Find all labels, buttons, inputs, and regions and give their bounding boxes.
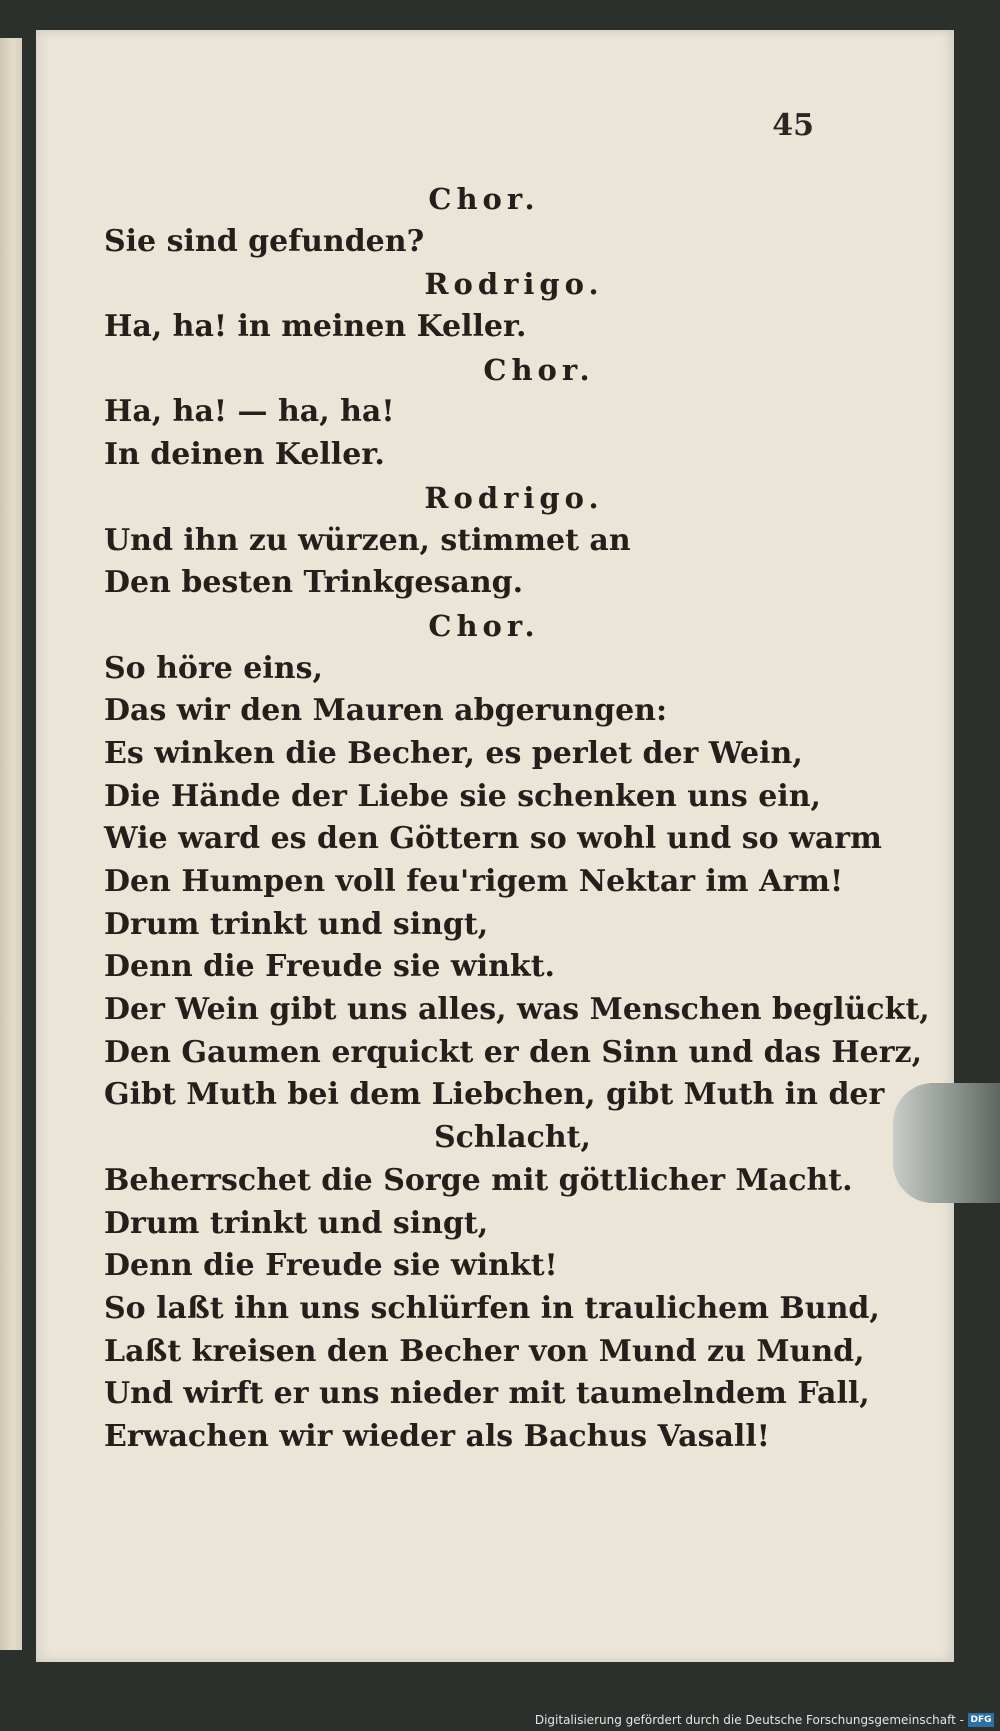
speaker-heading: Chor. (428, 182, 540, 216)
text-line: So höre eins, (104, 650, 323, 686)
text-line: So laßt ihn uns schlürfen in traulichem Bund, (104, 1290, 880, 1326)
speaker-heading: Rodrigo. (424, 480, 604, 515)
speaker-heading: Chor. (428, 608, 540, 643)
text-line: Drum trinkt und singt, (104, 1205, 489, 1241)
text-line: Der Wein gibt uns alles, was Menschen beglückt, (104, 992, 930, 1028)
text-line: Drum trinkt und singt, (104, 906, 489, 942)
text-line: Gibt Muth bei dem Liebchen, gibt Muth in der (104, 1077, 885, 1113)
text-line: Es winken die Becher, es perlet der Wein, (104, 735, 803, 771)
text-line: Denn die Freude sie winkt! (104, 1248, 558, 1284)
text-line: Ha, ha! in meinen Keller. (104, 309, 527, 345)
text-line: Denn die Freude sie winkt. (104, 949, 555, 985)
text-line: Schlacht, (434, 1120, 591, 1156)
text-line: Den besten Trinkgesang. (104, 565, 524, 601)
speaker-heading: Rodrigo. (424, 267, 604, 302)
text-line: Wie ward es den Göttern so wohl und so warm (104, 821, 882, 857)
text-block (104, 178, 930, 1459)
dfg-logo: DFG (968, 1713, 994, 1727)
text-line: Und wirft er uns nieder mit taumelndem Fall, (104, 1376, 870, 1412)
text-line: Und ihn zu würzen, stimmet an (104, 522, 631, 558)
text-line: Den Humpen voll feu'rigem Nektar im Arm! (104, 864, 844, 899)
digitization-credit: Digitalisierung gefördert durch die Deutsche Forschungsgemeinschaft - (534, 1713, 964, 1727)
text-line: Beherrschet die Sorge mit göttlicher Macht. (104, 1162, 853, 1198)
text-line: Den Gaumen erquickt er den Sinn und das Herz, (104, 1034, 923, 1070)
text-line: Erwachen wir wieder als Bachus Vasall! (104, 1418, 770, 1454)
page-number: 45 (772, 108, 814, 143)
book-page (36, 30, 954, 1662)
text-line: Das wir den Mauren abgerungen: (104, 693, 668, 729)
text-line: In deinen Keller. (104, 437, 385, 473)
page-clip (893, 1083, 1000, 1203)
text-line: Die Hände der Liebe sie schenken uns ein, (104, 778, 821, 814)
text-line: Laßt kreisen den Becher von Mund zu Mund, (104, 1333, 865, 1369)
text-line: Ha, ha! — ha, ha! (104, 394, 395, 430)
text-line: Sie sind gefunden? (104, 223, 425, 259)
adjacent-page-edge (0, 38, 22, 1650)
speaker-heading: Chor. (483, 352, 595, 387)
